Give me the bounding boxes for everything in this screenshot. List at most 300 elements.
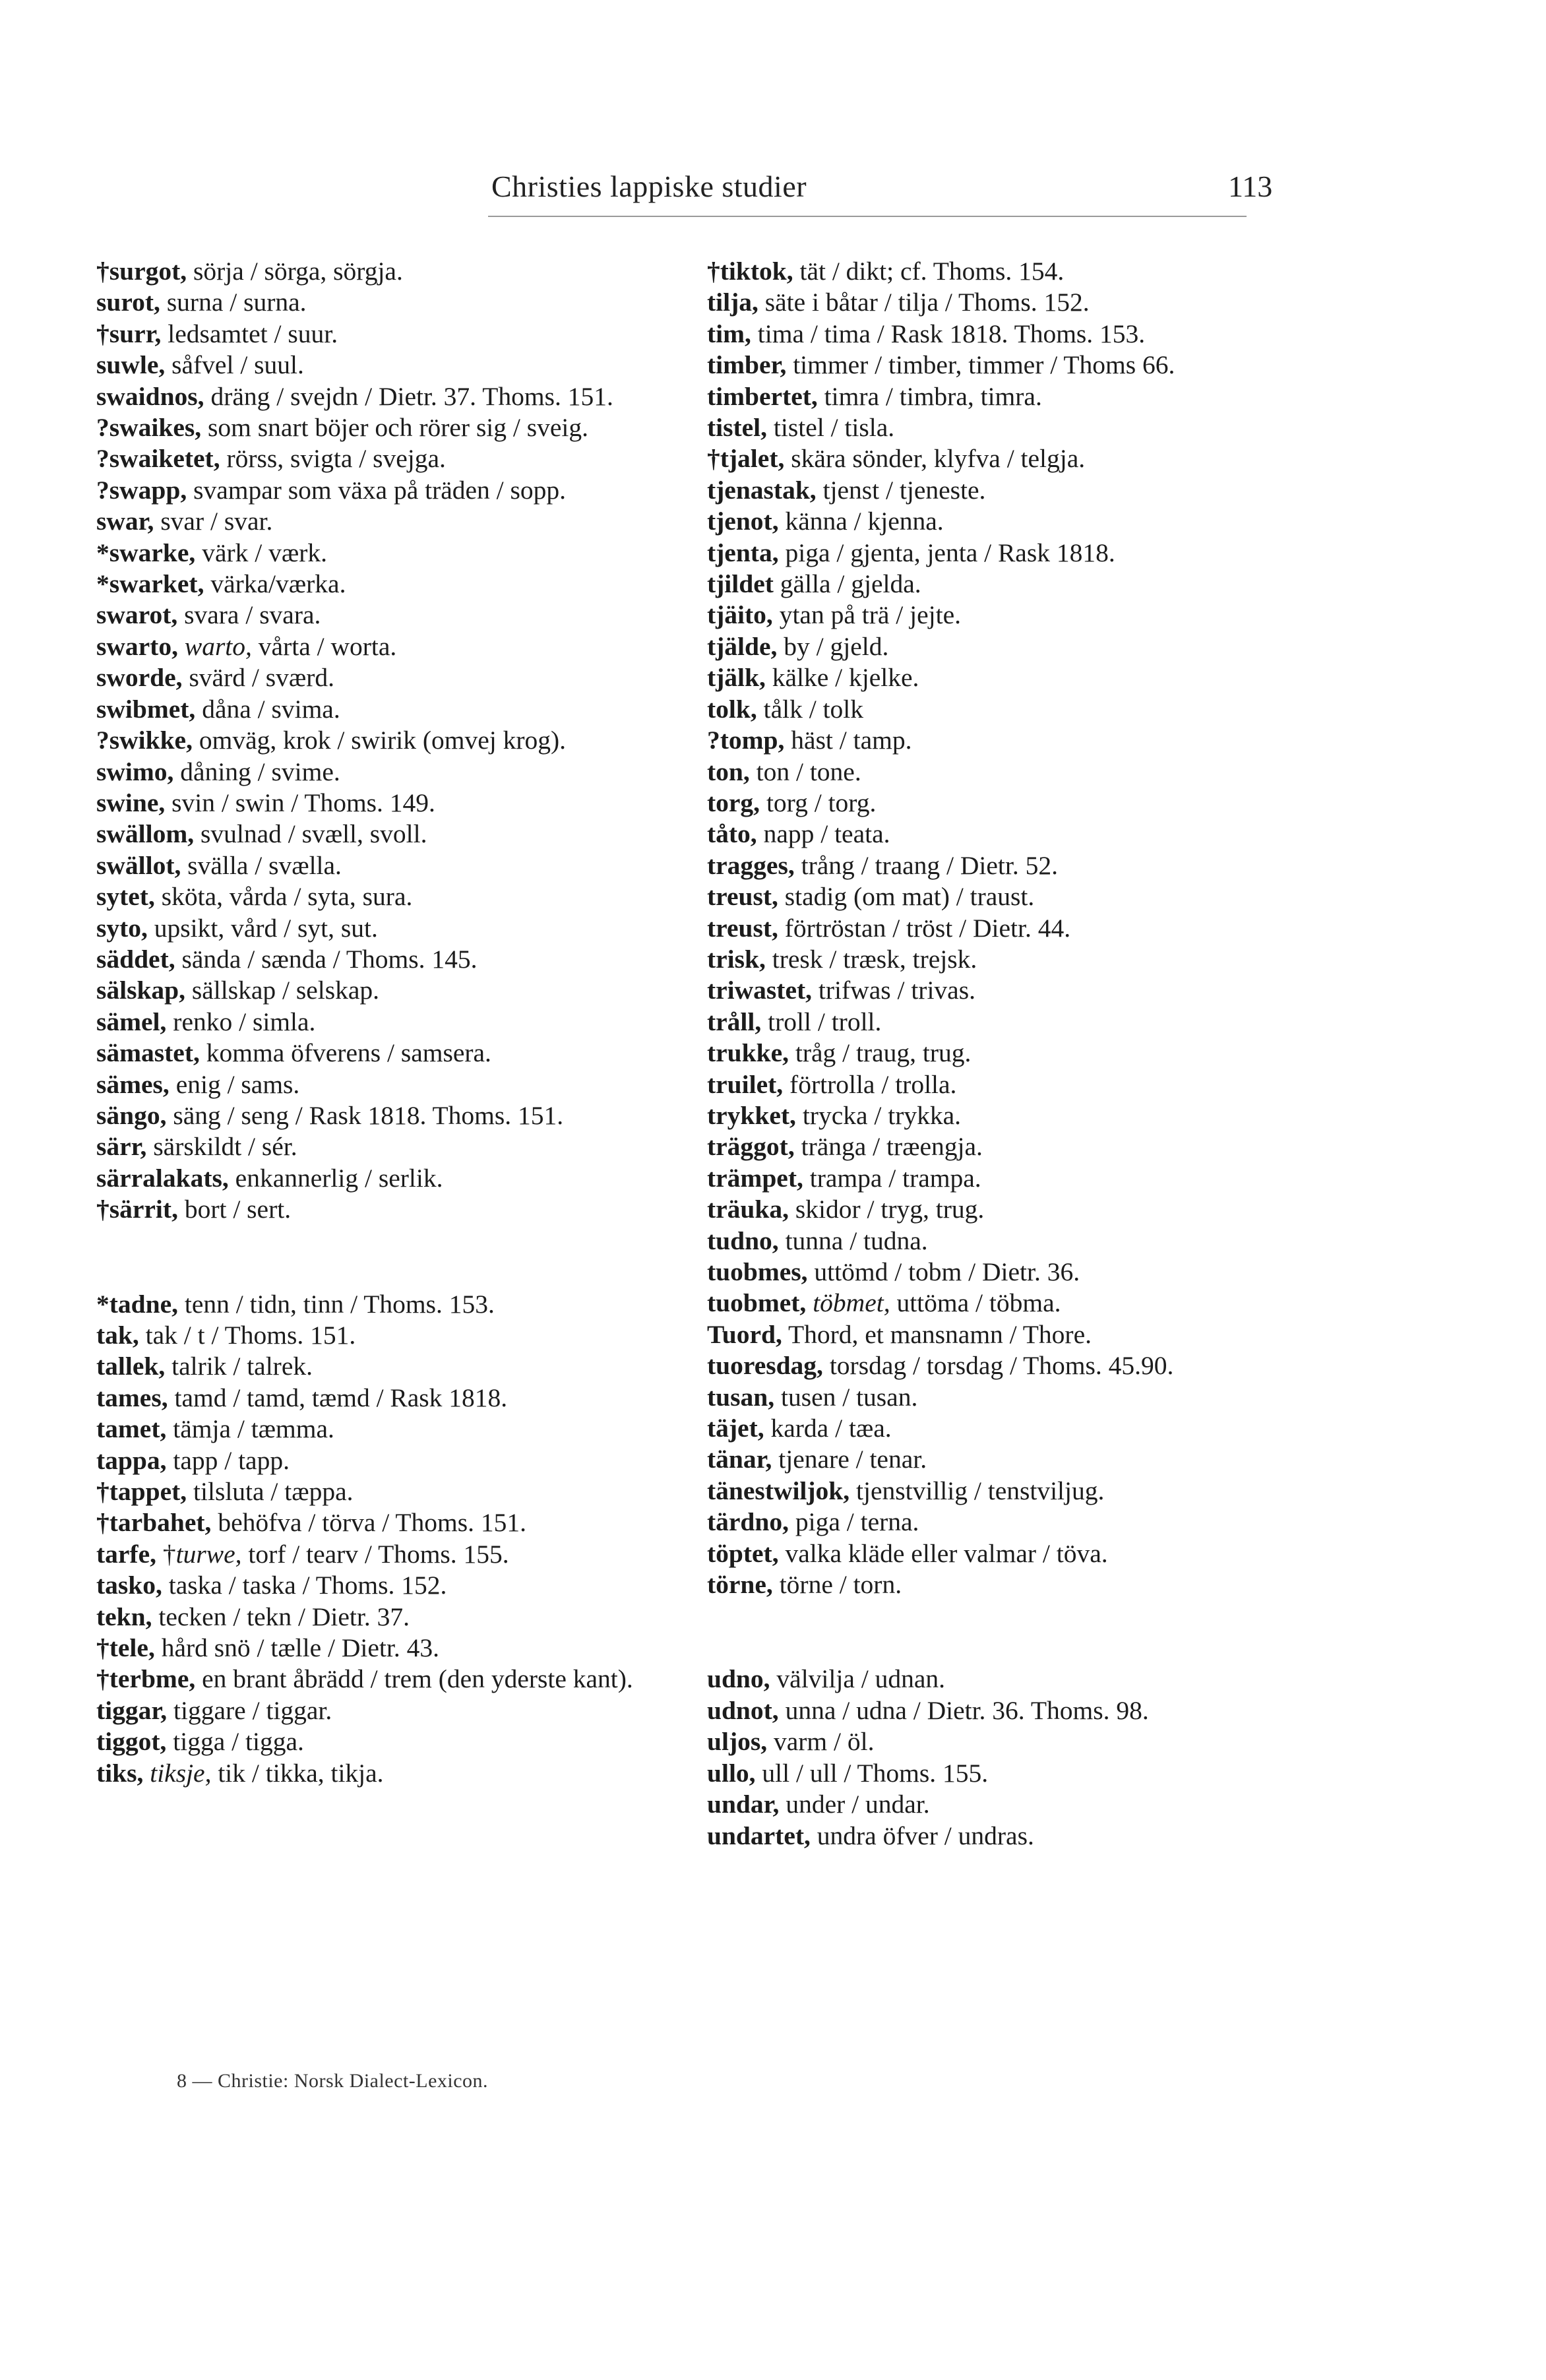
entry-headword: tarfe, — [96, 1539, 156, 1569]
entry-definition: värk / værk. — [195, 538, 327, 567]
entry-definition: svärd / sværd. — [182, 663, 334, 693]
entry-headword: †särrit, — [96, 1195, 178, 1224]
entry-definition: undra öfver / undras. — [810, 1821, 1034, 1850]
entry-variant: turwe, — [175, 1539, 242, 1569]
entry-headword: truilet, — [707, 1069, 784, 1099]
dictionary-entry — [707, 1069, 1254, 1100]
dictionary-entry — [707, 757, 1254, 788]
dictionary-entry — [707, 287, 1254, 318]
dictionary-entry — [96, 1507, 644, 1538]
entry-definition: svälla / svælla. — [181, 850, 342, 880]
entry-headword: tamet, — [96, 1414, 167, 1444]
entry-definition: piga / terna. — [789, 1507, 919, 1537]
entry-definition: torsdag / torsdag / Thoms. 45.90. — [822, 1351, 1174, 1381]
entry-headword: *swarket, — [96, 569, 204, 599]
dictionary-entry — [707, 569, 1254, 600]
entry-headword: tiks, — [96, 1758, 144, 1788]
entry-definition: torg / torg. — [760, 788, 877, 817]
entry-headword: sämel, — [96, 1007, 167, 1036]
entry-headword: swarto, — [96, 631, 178, 661]
entry-headword: †tjalet, — [707, 444, 785, 474]
dictionary-entry — [707, 1226, 1254, 1257]
dictionary-entry — [707, 1507, 1254, 1538]
entry-headword: †tappet, — [96, 1477, 187, 1507]
entry-definition: valka kläde eller valmar / töva. — [778, 1538, 1108, 1568]
dictionary-entry — [96, 350, 644, 381]
entry-headword: tiggot, — [96, 1727, 167, 1757]
dictionary-entry — [707, 662, 1254, 693]
dictionary-entry — [707, 1131, 1254, 1162]
entry-headword: tjenot, — [707, 507, 779, 536]
dictionary-entry — [96, 1038, 644, 1069]
entry-headword: udnot, — [707, 1695, 779, 1725]
dictionary-entry — [96, 1351, 644, 1382]
entry-headword: töptet, — [707, 1538, 779, 1568]
entry-headword: tim, — [707, 319, 751, 348]
entry-headword: swine, — [96, 788, 166, 817]
entry-definition: skidor / tryg, trug. — [789, 1195, 985, 1224]
entry-headword: ullo, — [707, 1758, 756, 1788]
entry-definition: tresk / træsk, trejsk. — [765, 944, 977, 974]
dictionary-entry — [96, 412, 644, 443]
dictionary-entry — [707, 1319, 1254, 1350]
entry-definition: rörss, svigta / svejga. — [220, 444, 446, 474]
entry-definition: svin / swin / Thoms. 149. — [165, 788, 435, 817]
dictionary-entry — [707, 1350, 1254, 1381]
dictionary-entry — [707, 1257, 1254, 1288]
entry-definition: varm / öl. — [767, 1727, 875, 1757]
dictionary-entry — [707, 381, 1254, 412]
entry-definition: törne / torn. — [772, 1570, 902, 1600]
entry-headword: †tarbahet, — [96, 1508, 212, 1538]
entry-definition: tjenstvillig / tenstviljug. — [850, 1476, 1105, 1505]
dictionary-entry — [707, 1789, 1254, 1820]
entry-headword: trämpet, — [707, 1163, 803, 1193]
dictionary-entry — [96, 1726, 644, 1757]
entry-definition: välvilja / udnan. — [770, 1664, 945, 1694]
entry-definition: värka/værka. — [204, 569, 346, 599]
entry-definition: tapp / tapp. — [166, 1445, 290, 1475]
entry-definition: svulnad / svæll, svoll. — [194, 819, 427, 849]
entry-headword: tudno, — [707, 1226, 779, 1255]
dictionary-entry — [707, 631, 1254, 662]
entry-definition: ton / tone. — [749, 757, 861, 786]
dictionary-entry — [96, 1570, 644, 1601]
entry-definition: svampar som växa på träden / sopp. — [187, 475, 567, 505]
dictionary-entry — [96, 1476, 644, 1507]
entry-definition: under / undar. — [779, 1790, 930, 1819]
dictionary-entry — [707, 1444, 1254, 1475]
dictionary-entry — [96, 1100, 644, 1131]
dictionary-entry — [96, 1539, 644, 1570]
entry-headword: undar, — [707, 1790, 780, 1819]
entry-definition: gälla / gjelda. — [773, 569, 921, 599]
dictionary-entry — [96, 600, 644, 631]
entry-definition: särskildt / sér. — [146, 1132, 297, 1162]
entry-definition: piga / gjenta, jenta / Rask 1818. — [778, 538, 1115, 567]
entry-headword: täjet, — [707, 1414, 764, 1443]
left-entries-group-1 — [96, 256, 644, 1226]
dictionary-entry — [96, 381, 644, 412]
entry-headword: triwastet, — [707, 976, 813, 1005]
entry-definition: kälke / kjelke. — [765, 663, 919, 693]
entry-headword: tjildet — [707, 569, 774, 599]
entry-definition: sörja / sörga, sörgja. — [187, 257, 403, 286]
entry-headword: †surr, — [96, 319, 162, 348]
entry-definition: sköta, vårda / syta, sura. — [154, 882, 413, 912]
entry-headword: Tuord, — [707, 1319, 782, 1349]
entry-headword: tåto, — [707, 819, 757, 849]
dictionary-entry — [707, 1569, 1254, 1600]
entry-headword: tappa, — [96, 1445, 167, 1475]
entry-definition: tunna / tudna. — [778, 1226, 928, 1255]
right-entries-group-2 — [707, 1664, 1254, 1851]
dictionary-entry — [707, 1163, 1254, 1194]
entry-headword: tak, — [96, 1321, 139, 1350]
entry-definition: tigga / tigga. — [166, 1727, 304, 1757]
entry-headword: törne, — [707, 1570, 773, 1600]
entry-headword: tragges, — [707, 850, 795, 880]
entry-headword: syto, — [96, 913, 148, 943]
entry-definition: komma öfverens / samsera. — [199, 1038, 491, 1068]
dictionary-entry — [707, 1100, 1254, 1131]
entry-headword: säddet, — [96, 944, 175, 974]
dictionary-entry — [96, 1383, 644, 1414]
entry-variant: töbmet, — [813, 1288, 890, 1318]
dictionary-entry — [707, 475, 1254, 506]
entry-headword: tasko, — [96, 1571, 162, 1600]
dictionary-entry — [707, 850, 1254, 881]
right-column — [707, 256, 1254, 1852]
dictionary-entry — [96, 1007, 644, 1038]
entry-definition: trycka / trykka. — [795, 1100, 962, 1130]
dictionary-entry — [96, 694, 644, 725]
section-gap — [96, 1226, 644, 1289]
dictionary-entry — [96, 475, 644, 506]
entry-definition: sända / sænda / Thoms. 145. — [175, 944, 478, 974]
entry-definition: troll / troll. — [761, 1007, 882, 1036]
entry-definition: tjenare / tenar. — [772, 1445, 927, 1474]
dictionary-entry — [96, 1695, 644, 1726]
entry-headword: ton, — [707, 757, 750, 786]
entry-definition: timmer / timber, timmer / Thoms 66. — [786, 350, 1175, 380]
entry-headword: swaidnos, — [96, 381, 204, 411]
dictionary-entry — [96, 757, 644, 788]
dictionary-entry — [96, 1163, 644, 1194]
entry-definition: upsikt, vård / syt, sut. — [147, 913, 378, 943]
dictionary-entry — [96, 631, 644, 662]
entry-headword: trykket, — [707, 1100, 796, 1130]
dictionary-entry — [96, 788, 644, 819]
entry-definition: tak / t / Thoms. 151. — [139, 1321, 356, 1350]
entry-headword: särr, — [96, 1132, 147, 1162]
entry-headword: torg, — [707, 788, 760, 817]
entry-definition: ledsamtet / suur. — [161, 319, 338, 348]
dictionary-entry — [96, 1414, 644, 1445]
entry-definition: taska / taska / Thoms. 152. — [162, 1571, 447, 1600]
entry-definition: renko / simla. — [166, 1007, 316, 1036]
dictionary-entry — [96, 1069, 644, 1100]
entry-headword: sämes, — [96, 1069, 170, 1099]
running-header: Christies lappiske studier — [491, 170, 807, 203]
entry-headword: träggot, — [707, 1132, 795, 1162]
entry-definition: förtrolla / trolla. — [783, 1069, 957, 1099]
entry-headword: trisk, — [707, 944, 766, 974]
dictionary-entry — [707, 1664, 1254, 1695]
entry-definition: trifwas / trivas. — [812, 976, 975, 1005]
dictionary-entry — [707, 725, 1254, 756]
entry-headword: tusan, — [707, 1382, 775, 1412]
section-gap — [707, 1600, 1254, 1664]
dictionary-entry — [96, 662, 644, 693]
entry-definition: skära sönder, klyfva / telgja. — [784, 444, 1086, 474]
page-number: 113 — [1228, 170, 1273, 203]
entry-definition: tråg / traug, trug. — [789, 1038, 972, 1068]
entry-headword: udno, — [707, 1664, 770, 1694]
entry-variant: tiksje, — [150, 1758, 212, 1788]
entry-headword: timber, — [707, 350, 787, 380]
dictionary-entry — [96, 319, 644, 350]
entry-headword: sytet, — [96, 882, 155, 912]
entry-headword: swarot, — [96, 600, 178, 630]
entry-definition: unna / udna / Dietr. 36. Thoms. 98. — [778, 1695, 1149, 1725]
entry-headword: ?swikke, — [96, 726, 193, 755]
dictionary-entry — [96, 538, 644, 569]
entry-definition: torf / tearv / Thoms. 155. — [241, 1539, 509, 1569]
dictionary-entry — [707, 1476, 1254, 1507]
dictionary-entry — [707, 443, 1254, 474]
entry-definition: tränga / træengja. — [794, 1132, 983, 1162]
entry-headword: särralakats, — [96, 1163, 229, 1193]
dictionary-entry — [707, 819, 1254, 850]
entry-definition: uttömd / tobm / Dietr. 36. — [807, 1257, 1080, 1286]
dictionary-entry — [96, 975, 644, 1006]
entry-definition: omväg, krok / swirik (omvej krog). — [192, 726, 567, 755]
entry-definition: tenn / tidn, tinn / Thoms. 153. — [178, 1289, 495, 1319]
entry-headword: *tadne, — [96, 1289, 178, 1319]
entry-mark: † — [162, 1539, 176, 1569]
entry-definition: som snart böjer och rörer sig / sveig. — [201, 413, 589, 443]
entry-definition: tilsluta / tæppa. — [187, 1477, 354, 1507]
entry-definition: enkannerlig / serlik. — [228, 1163, 443, 1193]
dictionary-entry — [707, 975, 1254, 1006]
dictionary-entry — [96, 506, 644, 537]
entry-definition: talrik / talrek. — [165, 1352, 313, 1381]
entry-headword: treust, — [707, 913, 778, 943]
entry-headword: tärdno, — [707, 1507, 789, 1537]
dictionary-entry — [707, 538, 1254, 569]
entry-headword: tuoresdag, — [707, 1351, 823, 1381]
dictionary-entry — [707, 1288, 1254, 1319]
dictionary-entry — [707, 788, 1254, 819]
dictionary-entry — [707, 1726, 1254, 1757]
entry-headword: treust, — [707, 882, 778, 912]
entry-headword: trukke, — [707, 1038, 789, 1068]
dictionary-entry — [707, 1194, 1254, 1225]
entry-headword: sworde, — [96, 663, 183, 693]
entry-definition: behöfva / törva / Thoms. 151. — [211, 1508, 527, 1538]
entry-definition: bort / sert. — [177, 1195, 292, 1224]
entry-definition: såfvel / suul. — [165, 350, 304, 380]
dictionary-entry — [707, 600, 1254, 631]
left-entries-group-2 — [96, 1289, 644, 1790]
entry-definition: tusen / tusan. — [774, 1382, 918, 1412]
dictionary-entry — [96, 1633, 644, 1664]
dictionary-entry — [707, 913, 1254, 944]
entry-headword: tekn, — [96, 1602, 152, 1631]
dictionary-entry — [96, 1320, 644, 1351]
entry-definition: ull / ull / Thoms. 155. — [755, 1758, 989, 1788]
dictionary-entry — [96, 256, 644, 287]
entry-headword: †tele, — [96, 1633, 155, 1663]
entry-headword: tjälk, — [707, 663, 766, 693]
entry-definition: stadig (om mat) / traust. — [778, 882, 1035, 912]
entry-definition: säte i båtar / tilja / Thoms. 152. — [758, 288, 1090, 317]
dictionary-entry — [96, 1194, 644, 1225]
entry-headword: †terbme, — [96, 1664, 196, 1694]
dictionary-entry — [707, 1758, 1254, 1789]
entry-definition: ytan på trä / jejte. — [772, 600, 961, 630]
entry-headword: sängo, — [96, 1100, 167, 1130]
entry-headword: tallek, — [96, 1352, 166, 1381]
entry-headword: tänestwiljok, — [707, 1476, 850, 1505]
entry-headword: ?tomp, — [707, 726, 785, 755]
entry-headword: träuka, — [707, 1195, 789, 1224]
entry-definition: tiggare / tiggar. — [167, 1695, 332, 1725]
dictionary-entry — [707, 1695, 1254, 1726]
entry-variant: warto, — [184, 631, 252, 661]
right-entries-group-1 — [707, 256, 1254, 1600]
entry-definition: timra / timbra, timra. — [817, 381, 1042, 411]
entry-definition: dräng / svejdn / Dietr. 37. Thoms. 151. — [204, 381, 613, 411]
entry-headword: timbertet, — [707, 381, 818, 411]
entry-headword: tuobmet, — [707, 1288, 807, 1318]
dictionary-entry — [707, 1413, 1254, 1444]
entry-definition: trampa / trampa. — [803, 1163, 981, 1193]
dictionary-entry — [707, 319, 1254, 350]
left-column — [96, 256, 644, 1789]
dictionary-entry — [707, 1821, 1254, 1852]
dictionary-entry — [96, 443, 644, 474]
entry-headword: ?swaiketet, — [96, 444, 220, 474]
entry-headword: ?swaikes, — [96, 413, 202, 443]
entry-definition: tämja / tæmma. — [166, 1414, 334, 1444]
entry-headword: tames, — [96, 1383, 168, 1412]
dictionary-entry — [707, 1038, 1254, 1069]
dictionary-entry — [707, 256, 1254, 287]
dictionary-entry — [707, 944, 1254, 975]
dictionary-entry — [96, 819, 644, 850]
entry-definition: napp / teata. — [757, 819, 890, 849]
entry-definition: tjenst / tjeneste. — [816, 475, 986, 505]
entry-definition: surna / surna. — [160, 288, 307, 317]
dictionary-entry — [707, 506, 1254, 537]
entry-definition: sällskap / selskap. — [185, 976, 380, 1005]
entry-headword: tistel, — [707, 413, 768, 443]
entry-headword: tjenta, — [707, 538, 779, 567]
entry-headword: tråll, — [707, 1007, 762, 1036]
entry-definition: känna / kjenna. — [778, 507, 944, 536]
dictionary-entry — [707, 694, 1254, 725]
dictionary-entry — [707, 881, 1254, 912]
dictionary-entry — [96, 944, 644, 975]
entry-headword: swällot, — [96, 850, 181, 880]
entry-definition: by / gjeld. — [777, 631, 889, 661]
signature-footnote: 8 — Christie: Norsk Dialect-Lexicon. — [177, 2070, 489, 2092]
entry-definition: förtröstan / tröst / Dietr. 44. — [778, 913, 1071, 943]
dictionary-entry — [707, 412, 1254, 443]
entry-headword: sälskap, — [96, 976, 186, 1005]
entry-headword: †tiktok, — [707, 257, 793, 286]
entry-headword: tiggar, — [96, 1695, 168, 1725]
entry-headword: undartet, — [707, 1821, 811, 1850]
dictionary-entry — [96, 287, 644, 318]
dictionary-entry — [707, 1007, 1254, 1038]
entry-headword: suwle, — [96, 350, 166, 380]
dictionary-entry — [96, 569, 644, 600]
entry-definition: svara / svara. — [177, 600, 321, 630]
entry-definition: tät / dikt; cf. Thoms. 154. — [793, 257, 1065, 286]
entry-headword: tänar, — [707, 1445, 772, 1474]
dictionary-entry — [96, 1758, 644, 1789]
entry-headword: tolk, — [707, 694, 757, 724]
entry-definition: säng / seng / Rask 1818. Thoms. 151. — [166, 1100, 564, 1130]
entry-definition: tima / tima / Rask 1818. Thoms. 153. — [751, 319, 1146, 348]
entry-definition: tik / tikka, tikja. — [211, 1758, 384, 1788]
entry-definition: dåna / svima. — [195, 694, 340, 724]
entry-headword: surot, — [96, 288, 160, 317]
entry-headword: tjenastak, — [707, 475, 817, 505]
dictionary-entry — [96, 1289, 644, 1320]
dictionary-entry — [96, 850, 644, 881]
entry-definition: tecken / tekn / Dietr. 37. — [152, 1602, 410, 1631]
entry-headword: *swarke, — [96, 538, 196, 567]
entry-definition: tålk / tolk — [757, 694, 864, 724]
entry-headword: swällom, — [96, 819, 195, 849]
entry-definition: uttöma / töbma. — [890, 1288, 1061, 1318]
dictionary-entry — [707, 350, 1254, 381]
dictionary-entry — [96, 1602, 644, 1633]
entry-definition: hård snö / tælle / Dietr. 43. — [154, 1633, 439, 1663]
entry-headword: †surgot, — [96, 257, 187, 286]
entry-definition: svar / svar. — [154, 507, 273, 536]
entry-definition: häst / tamp. — [784, 726, 912, 755]
entry-headword: tjälde, — [707, 631, 778, 661]
dictionary-entry — [707, 1538, 1254, 1569]
dictionary-entry — [96, 913, 644, 944]
entry-definition: trång / traang / Dietr. 52. — [794, 850, 1059, 880]
dictionary-entry — [96, 1445, 644, 1476]
entry-headword: tilja, — [707, 288, 758, 317]
entry-definition: karda / tæa. — [764, 1414, 892, 1443]
header-rule — [488, 216, 1247, 217]
dictionary-entry — [96, 1131, 644, 1162]
entry-headword: ?swapp, — [96, 475, 187, 505]
dictionary-entry — [707, 1382, 1254, 1413]
entry-definition: enig / sams. — [169, 1069, 300, 1099]
entry-headword: tuobmes, — [707, 1257, 808, 1286]
dictionary-entry — [96, 725, 644, 756]
entry-definition: tistel / tisla. — [767, 413, 895, 443]
entry-definition: tamd / tamd, tæmd / Rask 1818. — [168, 1383, 508, 1412]
entry-definition: en brant åbrädd / trem (den yderste kant). — [195, 1664, 633, 1694]
entry-headword: swar, — [96, 507, 154, 536]
entry-headword: sämastet, — [96, 1038, 200, 1068]
dictionary-entry — [96, 1664, 644, 1695]
entry-definition: vårta / worta. — [251, 631, 397, 661]
entry-headword: swimo, — [96, 757, 174, 786]
entry-headword: tjäito, — [707, 600, 773, 630]
